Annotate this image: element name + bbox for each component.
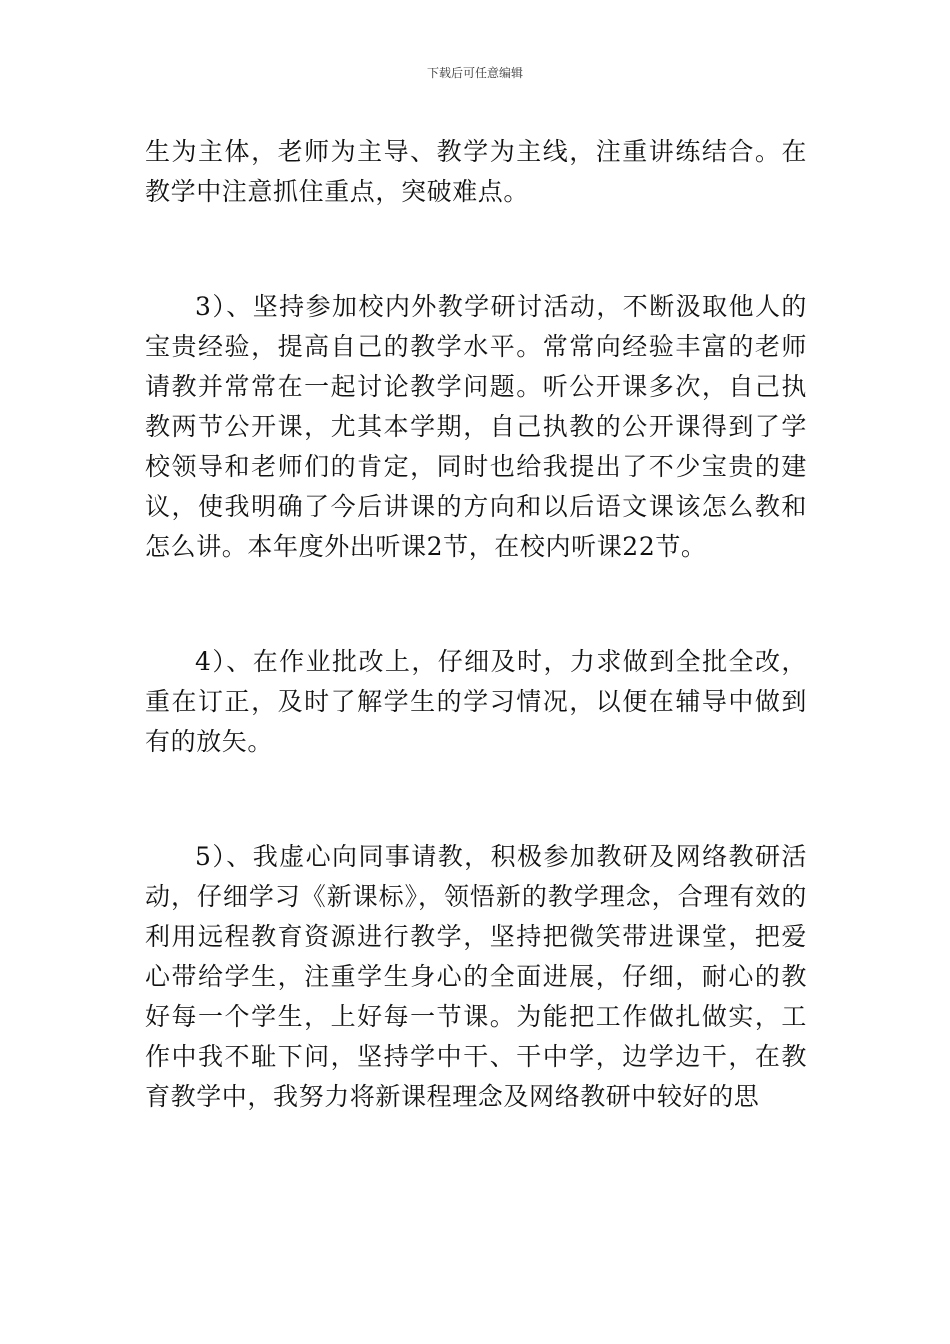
paragraph-spacer: [145, 762, 807, 837]
paragraph-item-5: 5）、我虚心向同事请教，积极参加教研及网络教研活动，仔细学习《新课标》，领悟新的教学理念，合理有效的利用远程教育资源进行教学，坚持把微笑带进课堂，把爱心带给学生，注重学生身心的全面进展，仔细，耐心的教好每一个学生，上好每一节课。为能把工作做扎做实，工作中我不耻下问，坚持学中干、干中学，边学边干，在教育教学中，我努力将新课程理念及网络教研中较好的思: [145, 842, 807, 1111]
paragraph-item-4: 4）、在作业批改上，仔细及时，力求做到全批全改，重在订正，及时了解学生的学习情况，以便在辅导中做到有的放矢。: [145, 647, 807, 756]
page-header: 下载后可任意编辑: [426, 66, 523, 80]
paragraph-item-3: 3）、坚持参加校内外教学研讨活动，不断汲取他人的宝贵经验，提高自己的教学水平。常常向经验丰富的老师请教并常常在一起讨论教学问题。听公开课多次，自己执教两节公开课，尤其本学期，自己执教的公开课得到了学校领导和老师们的肯定，同时也给我提出了不少宝贵的建议，使我明确了今后讲课的方向和以后语文课该怎么教和怎么讲。本年度外出听课2节，在校内听课22节。: [145, 292, 807, 561]
document-body: [145, 132, 807, 1117]
paragraph-spacer: [145, 567, 807, 642]
paragraph-spacer: [145, 212, 807, 287]
paragraph-continuation: 生为主体，老师为主导、教学为主线，注重讲练结合。在教学中注意抓住重点，突破难点。: [145, 137, 807, 206]
